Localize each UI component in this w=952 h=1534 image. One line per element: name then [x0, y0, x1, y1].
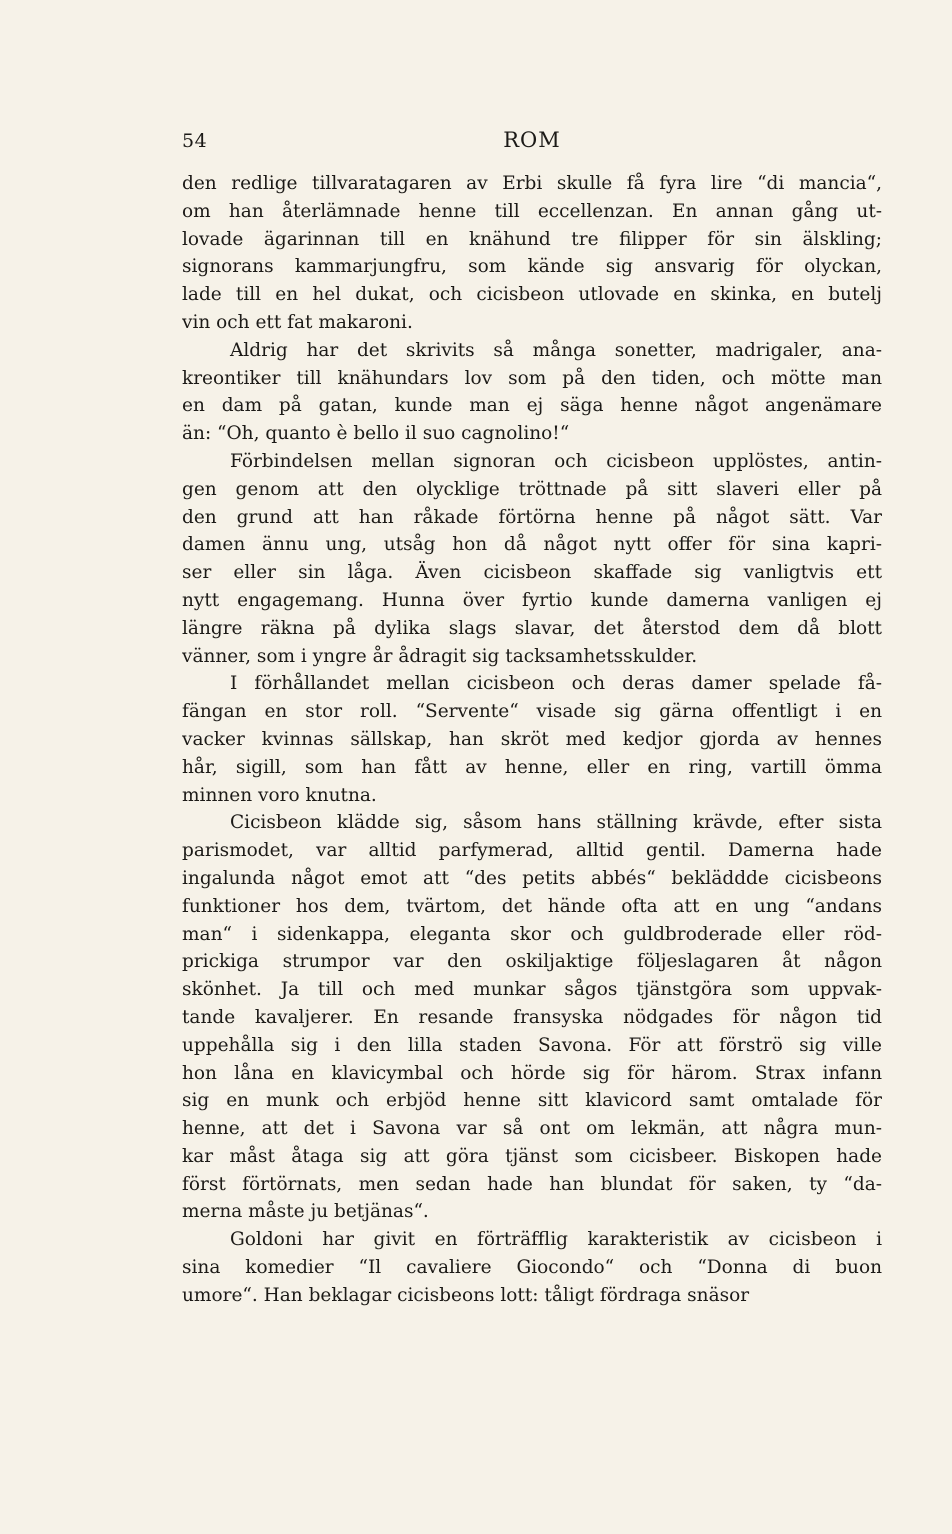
- text-line: merna måste ju betjänas“.: [182, 1201, 429, 1223]
- text-line: gen genom att den olycklige tröttnade på sitt slaveri eller på: [182, 478, 882, 500]
- text-line: henne, att det i Savona var så ont om lekmän, att några mun-: [182, 1118, 882, 1140]
- text-line: först förtörnats, men sedan hade han blundat för saken, ty “da-: [182, 1173, 882, 1195]
- text-line: Förbindelsen mellan signoran och cicisbeon upplöstes, antin-: [230, 450, 882, 472]
- text-line: tande kavaljerer. En resande fransyska nödgades för någon tid: [182, 1006, 882, 1028]
- text-line: vin och ett fat makaroni.: [182, 311, 413, 333]
- text-line: man“ i sidenkappa, eleganta skor och guldbroderade eller röd-: [182, 923, 882, 945]
- page-header: [182, 128, 882, 158]
- text-line: den grund att han råkade förtörna henne på något sätt. Var: [182, 506, 882, 528]
- text-line: nytt engagemang. Hunna över fyrtio kunde damerna vanligen ej: [182, 589, 882, 611]
- text-line: längre räkna på dylika slags slavar, det återstod dem då blott: [182, 617, 882, 639]
- paragraph: [182, 1226, 882, 1309]
- paragraph: [182, 448, 882, 670]
- paragraph: [182, 337, 882, 448]
- text-line: umore“. Han beklagar cicisbeons lott: tåligt fördraga snäsor: [182, 1284, 750, 1306]
- text-line: I förhållandet mellan cicisbeon och deras damer spelade få-: [230, 673, 882, 695]
- text-line: lovade ägarinnan till en knähund tre filipper för sin älskling;: [182, 228, 882, 250]
- text-line: prickiga strumpor var den oskiljaktige följeslagaren åt någon: [182, 951, 882, 973]
- text-line: skönhet. Ja till och med munkar sågos tjänstgöra som uppvak-: [182, 979, 882, 1001]
- text-line: lade till en hel dukat, och cicisbeon utlovade en skinka, en butelj: [182, 284, 882, 306]
- text-line: sina komedier “Il cavaliere Giocondo“ och “Donna di buon: [182, 1257, 882, 1279]
- text-line: minnen voro knutna.: [182, 784, 377, 806]
- text-line: kar måst åtaga sig att göra tjänst som cicisbeer. Biskopen hade: [182, 1145, 882, 1167]
- paragraph: [182, 809, 882, 1226]
- text-line: Aldrig har det skrivits så många sonetter, madrigaler, ana-: [230, 339, 882, 361]
- text-line: sig en munk och erbjöd henne sitt klavicord samt omtalade för: [182, 1090, 882, 1112]
- paragraph: [182, 670, 882, 809]
- text-line: hår, sigill, som han fått av henne, eller en ring, vartill ömma: [182, 756, 882, 778]
- text-line: Cicisbeon klädde sig, såsom hans ställning krävde, efter sista: [230, 812, 882, 834]
- text-line: ingalunda något emot att “des petits abbés“ bekläddde cicisbeons: [182, 867, 882, 889]
- text-line: uppehålla sig i den lilla staden Savona. För att förströ sig ville: [182, 1034, 882, 1056]
- text-line: fängan en stor roll. “Servente“ visade sig gärna offentligt i en: [182, 701, 882, 723]
- text-line: kreontiker till knähundars lov som på den tiden, och mötte man: [182, 367, 882, 389]
- text-line: än: “Oh, quanto è bello il suo cagnolino!“: [182, 423, 570, 445]
- text-line: vänner, som i yngre år ådragit sig tacksamhetsskulder.: [182, 645, 698, 667]
- text-line: en dam på gatan, kunde man ej säga henne något angenämare: [182, 395, 882, 417]
- body-text: [182, 170, 882, 1310]
- running-title: ROM: [503, 128, 561, 152]
- text-line: ser eller sin låga. Även cicisbeon skaffade sig vanligtvis ett: [182, 562, 882, 584]
- text-line: signorans kammarjungfru, som kände sig ansvarig för olyckan,: [182, 256, 882, 278]
- text-line: den redlige tillvaratagaren av Erbi skulle få fyra lire “di mancia“,: [182, 173, 882, 194]
- page-number: 54: [182, 130, 208, 152]
- text-line: Goldoni har givit en förträfflig karakteristik av cicisbeon i: [230, 1229, 882, 1251]
- text-line: om han återlämnade henne till eccellenzan. En annan gång ut-: [182, 200, 882, 222]
- paragraph: [182, 170, 882, 337]
- text-line: damen ännu ung, utsåg hon då något nytt offer för sina kapri-: [182, 534, 882, 556]
- text-line: vacker kvinnas sällskap, han skröt med kedjor gjorda av hennes: [182, 728, 882, 750]
- text-line: hon låna en klavicymbal och hörde sig för härom. Strax infann: [182, 1062, 882, 1084]
- text-line: funktioner hos dem, tvärtom, det hände ofta att en ung “andans: [182, 895, 882, 917]
- text-line: parismodet, var alltid parfymerad, alltid gentil. Damerna hade: [182, 840, 882, 862]
